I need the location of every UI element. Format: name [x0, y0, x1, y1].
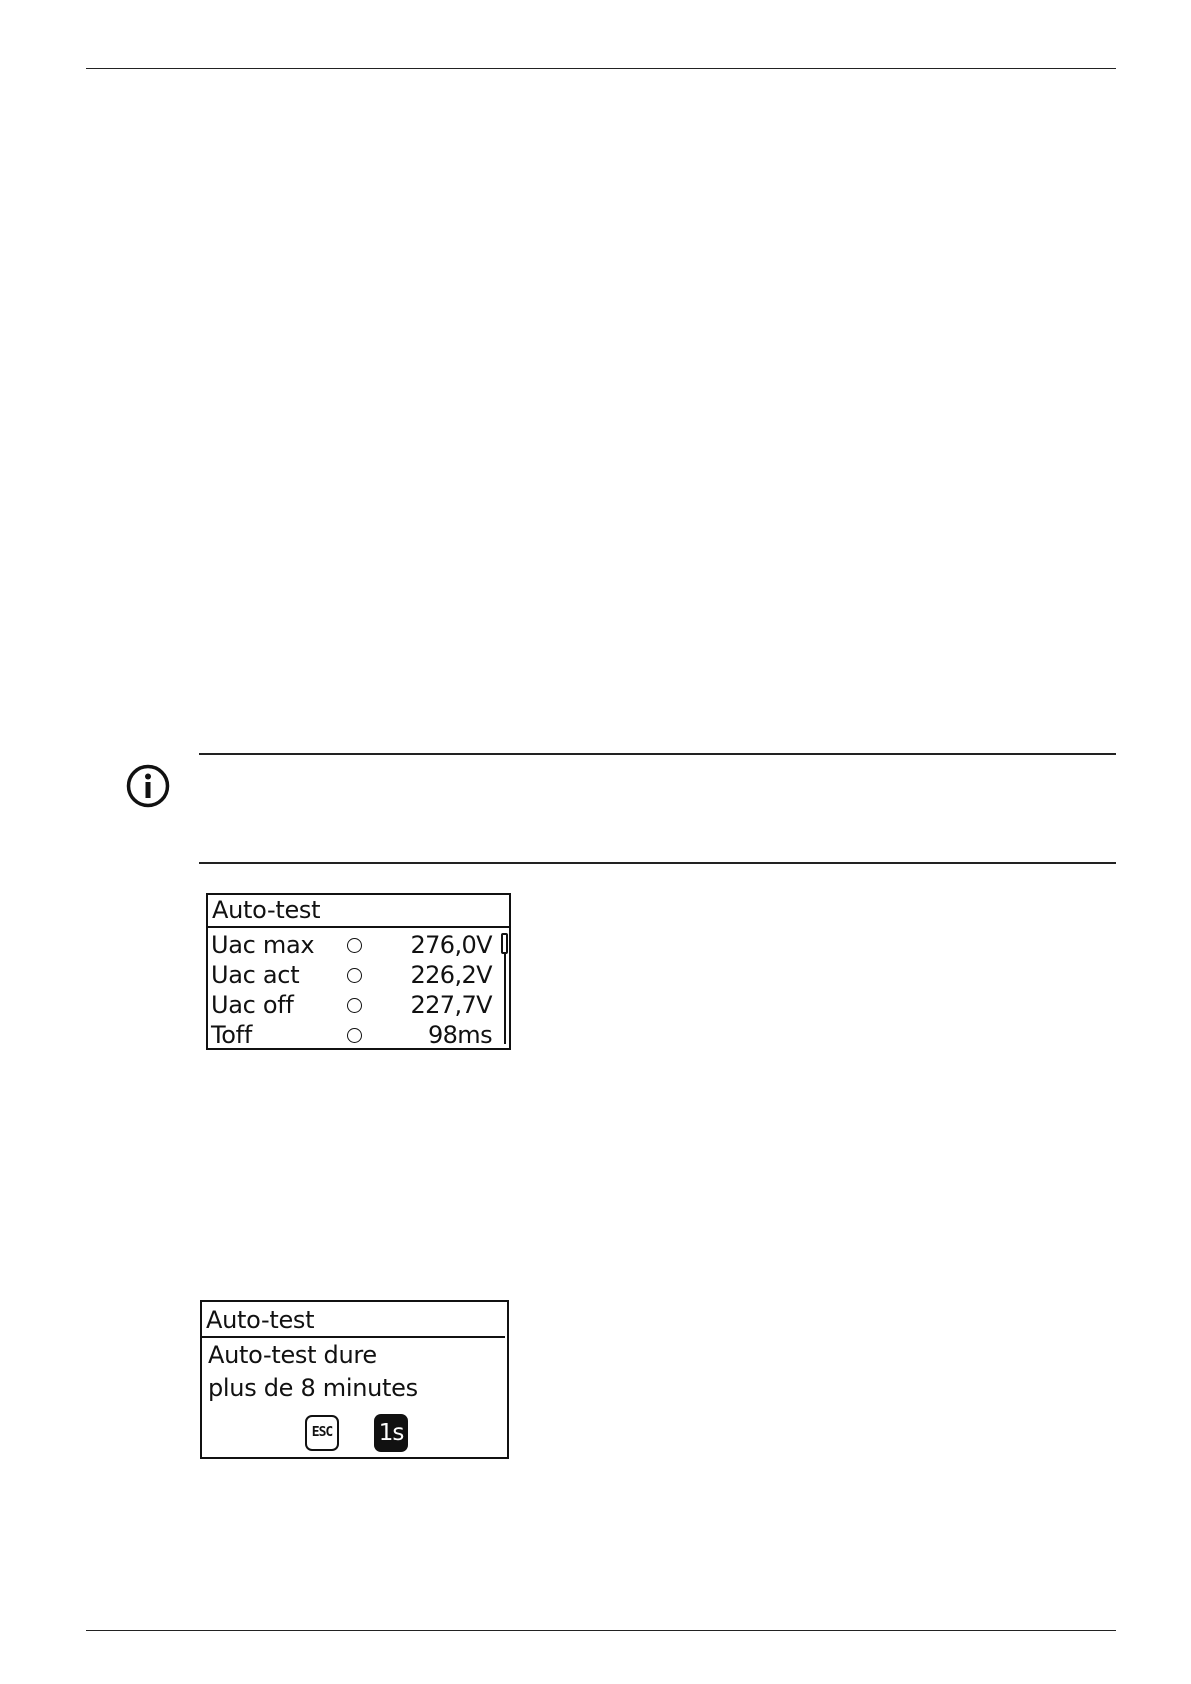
hold-1s-key-icon[interactable]: 1s: [374, 1414, 408, 1452]
circle-outline-icon: [347, 1028, 362, 1043]
circle-outline-icon: [347, 968, 362, 983]
note-top-rule: [199, 753, 1116, 755]
info-icon: [126, 764, 170, 808]
result-row-uac-max: [208, 930, 508, 960]
scrollbar-thumb[interactable]: [501, 933, 508, 954]
row-label: Uac max: [211, 931, 315, 959]
footer-rule: [86, 1630, 1116, 1631]
row-value: 98ms: [427, 1021, 492, 1049]
auto-test-results-display: [206, 893, 511, 1050]
row-value: 227,7V: [410, 991, 492, 1019]
result-row-toff: [208, 1020, 508, 1050]
row-label: Uac off: [211, 991, 294, 1019]
title-separator: [202, 1336, 505, 1338]
esc-key-icon[interactable]: ESC: [305, 1415, 339, 1451]
header-rule: [86, 68, 1116, 69]
display-title: Auto-test: [206, 1306, 315, 1334]
result-row-uac-off: [208, 990, 508, 1020]
row-value: 226,2V: [410, 961, 492, 989]
message-line: Auto-test dure: [208, 1341, 377, 1369]
note-bottom-rule: [199, 862, 1116, 864]
row-label: Uac act: [211, 961, 300, 989]
circle-outline-icon: [347, 938, 362, 953]
row-label: Toff: [211, 1021, 252, 1049]
title-separator: [208, 926, 509, 928]
message-line: plus de 8 minutes: [208, 1374, 418, 1402]
display-title: Auto-test: [212, 896, 321, 924]
auto-test-message-display: [200, 1300, 509, 1459]
row-value: 276,0V: [410, 931, 492, 959]
scrollbar[interactable]: [501, 933, 507, 1044]
result-row-uac-act: [208, 960, 508, 990]
circle-outline-icon: [347, 998, 362, 1013]
